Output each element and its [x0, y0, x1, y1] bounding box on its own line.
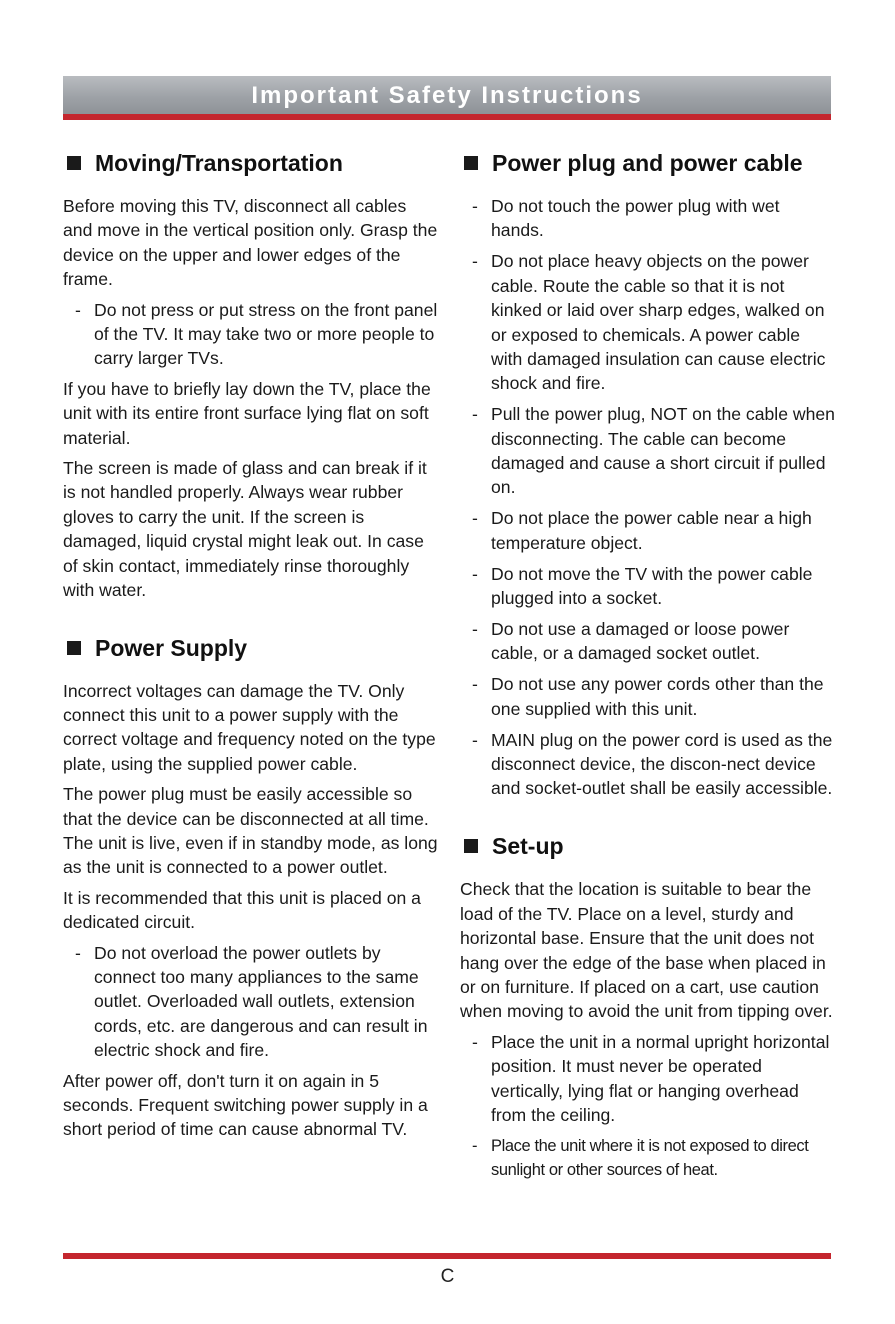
list-item: - Do not move the TV with the power cable plugged into a socket.: [472, 563, 813, 609]
page-title: Important Safety Instructions: [251, 82, 643, 109]
paragraph: The screen is made of glass and can break if it is not handled properly. Always wear rubber gloves to carry the unit. If the screen is damaged, liquid crystal might leak out. In case of skin contact, immediately rinse thoroughly with water.: [63, 458, 427, 601]
bullet-list: [63, 298, 438, 371]
paragraph: Before moving this TV, disconnect all cables and move in the vertical position only. Grasp the device on the upper and lower edges of the frame.: [63, 196, 438, 290]
list-item: - Do not press or put stress on the front panel of the TV. It may take two or more people to carry larger TVs.: [75, 299, 438, 369]
list-item: - Do not place the power cable near a high temperature object.: [472, 508, 812, 553]
paragraph: If you have to briefly lay down the TV, place the unit with its entire front surface lying flat on soft material.: [63, 378, 431, 448]
list-item: - Do not touch the power plug with wet hands.: [472, 196, 780, 241]
square-bullet-icon: [464, 156, 478, 170]
paragraph: The power plug must be easily accessible so that the device can be disconnected at all time. The unit is live, even if in standby mode, as long as the unit is connected to a power outlet.: [63, 784, 438, 878]
list-item: - Do not place heavy objects on the power cable. Route the cable so that it is not kinked or laid over sharp edges, walked on or exposed to chemicals. A power cable with damaged insulation can cause electric shock and fire.: [472, 251, 826, 394]
paragraph: Check that the location is suitable to bear the load of the TV. Place on a level, sturdy and horizontal base. Ensure that the unit does not hang over the edge of the base when placed in or on furniture. If placed on a cart, use caution when moving to avoid the unit from tipping over.: [460, 879, 833, 1022]
list-item: - Do not overload the power outlets by connect too many appliances to the same outlet. Overloaded wall outlets, extension cords, etc. are dangerous and can result in electric shock and fire.: [75, 942, 428, 1061]
square-bullet-icon: [67, 641, 81, 655]
paragraph: It is recommended that this unit is placed on a dedicated circuit.: [63, 887, 421, 933]
list-item: - Do not use a damaged or loose power cable, or a damaged socket outlet.: [472, 619, 790, 664]
right-column: [460, 148, 835, 1189]
paragraph: Incorrect voltages can damage the TV. Only connect this unit to a power supply with the correct voltage and frequency noted on the type plate, using the supplied power cable.: [63, 680, 436, 774]
bullet-list: [63, 941, 438, 1063]
section-heading-power-supply: Power Supply: [63, 633, 438, 663]
square-bullet-icon: [464, 839, 478, 853]
section-heading-power-plug: Power plug and power cable: [460, 148, 835, 178]
bullet-list: [460, 194, 835, 801]
paragraph: After power off, don't turn it on again in 5 seconds. Frequent switching power supply in a short period of time can cause abnormal TV.: [63, 1070, 428, 1140]
section-banner: [63, 76, 831, 120]
bullet-list: [460, 1030, 835, 1183]
section-heading-setup: Set-up: [460, 831, 835, 861]
square-bullet-icon: [67, 156, 81, 170]
page-number: C: [440, 1266, 455, 1287]
left-column: [63, 148, 438, 1148]
list-item: - Place the unit where it is not exposed to direct sunlight or other sources of heat.: [472, 1136, 809, 1180]
footer-divider: [63, 1253, 831, 1259]
list-item: - Do not use any power cords other than the one supplied with this unit.: [472, 674, 824, 719]
list-item: - MAIN plug on the power cord is used as the disconnect device, the discon-nect device and socket-outlet shall be easily accessible.: [472, 729, 833, 799]
list-item: - Pull the power plug, NOT on the cable when disconnecting. The cable can become damaged and cause a short circuit if pulled on.: [472, 404, 835, 498]
section-heading-moving: Moving/Transportation: [63, 148, 438, 178]
list-item: - Place the unit in a normal upright horizontal position. It must never be operated vertically, lying flat or hanging overhead from the ceiling.: [472, 1031, 830, 1125]
